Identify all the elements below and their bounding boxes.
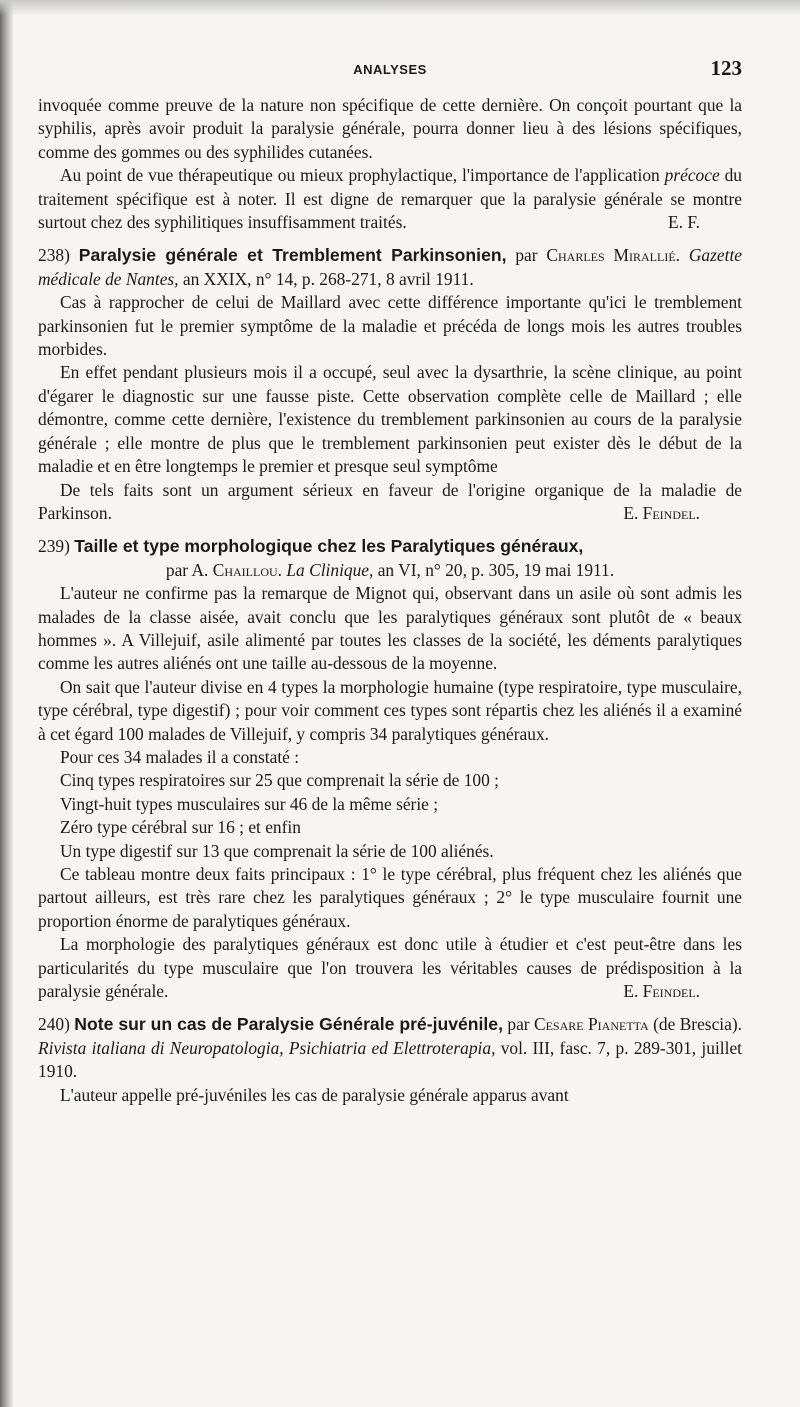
signature: E. Feindel. — [623, 981, 700, 1002]
entry-list-line: Cinq types respiratoires sur 25 que comprenait la série de 100 ; — [60, 770, 499, 791]
page-number: 123 — [710, 56, 742, 80]
entry-paragraph: L'auteur appelle pré-juvéniles les cas de paralysie générale apparus avant — [60, 1084, 569, 1105]
intro-paragraph-1: invoquée comme preuve de la nature non spécifique de cette dernière. On conçoit pourtant que la syphilis, après avoir produit la paralysie générale, pourra donner lieu à des lésions spécifiques, comme des gommes ou des syphilides cutanées. — [38, 95, 742, 162]
entry-heading — [38, 535, 742, 558]
entry-source-journal: Rivista italiana di Neuropatologia, Psichiatria ed Elettroterapia, — [38, 1037, 496, 1058]
entry-list-line: Vingt-huit types musculaires sur 46 de la même série ; — [60, 793, 439, 814]
entry-list-line: Un type digestif sur 13 que comprenait la série de 100 aliénés. — [60, 840, 494, 861]
entry-title: Note sur un cas de Paralysie Générale pré-juvénile, — [74, 1014, 503, 1035]
entry-paragraph: La morphologie des paralytiques généraux est donc utile à étudier et c'est peut-être dans les particularités du type musculaire que l'on trouvera les véritables causes de prédisposition à la paralysie générale. E. Feindel. — [38, 933, 742, 1003]
entry-paragraph: Pour ces 34 malades il a constaté : — [60, 746, 300, 767]
entry-title: Paralysie générale et Tremblement Parkinsonien, — [78, 245, 507, 266]
entry-title: Taille et type morphologique chez les Paralytiques généraux, — [74, 536, 584, 557]
entry-source-details: vol. III, fasc. 7, p. 289-301, juillet 1910. — [38, 1037, 742, 1082]
abstract-entry-240 — [38, 1013, 742, 1107]
entry-byline: par A. Chaillou. La Clinique, an VI, n° 20, p. 305, 19 mai 1911. — [165, 559, 615, 580]
entry-heading: 238) Paralysie générale et Tremblement Parkinsonien, par Charles Mirallié. Gazette médicale de Nantes, an XXIX, n° 14, p. 268-271, 8 avril 1911. — [38, 245, 742, 289]
page-header — [38, 56, 742, 86]
entry-source-details: an XXIX, n° 14, p. 268-271, 8 avril 1911. — [178, 268, 474, 289]
intro-paragraph-2: Au point de vue thérapeutique ou mieux prophylactique, l'importance de l'application précoce du traitement spécifique est à noter. Il est digne de remarquer que la paralysie générale se montre surtout chez des syphilitiques insuffisamment traités. E. F. — [38, 164, 742, 234]
entry-number: 238) — [38, 245, 70, 266]
abstract-entry-238 — [38, 244, 742, 525]
emphasis-precoce: précoce — [664, 165, 720, 186]
entry-paragraph: De tels faits sont un argument sérieux en faveur de l'origine organique de la maladie de Parkinson. E. Feindel. — [38, 479, 742, 526]
signature: E. F. — [668, 212, 700, 233]
entry-number: 240) — [38, 1014, 70, 1035]
entry-heading: 240) Note sur un cas de Paralysie Générale pré-juvénile, par Cesare Pianetta (de Brescia). Rivista italiana di Neuropatologia, Psichiatria ed Elettroterapia, vol. III, fasc. 7, p. 289-301, juillet 1910. — [38, 1014, 742, 1082]
entry-author: Chaillou. — [212, 559, 283, 580]
entry-paragraph: On sait que l'auteur divise en 4 types la morphologie humaine (type respiratoire, type musculaire, type cérébral, type digestif) ; pour voir comment ces types sont répartis chez les aliénés il a examiné à cet égard 100 malades de Villejuif, y compris 34 paralytiques généraux. — [38, 676, 742, 744]
entry-author: Cesare Pianetta — [533, 1014, 649, 1035]
top-edge-shadow — [0, 0, 800, 16]
entry-paragraph: Ce tableau montre deux faits principaux : 1° le type cérébral, plus fréquent chez les aliénés que partout ailleurs, est très rare chez les paralytiques généraux ; 2° le type musculaire fournit une proportion énorme de paralytiques généraux. — [38, 864, 742, 931]
entry-source-details: an VI, n° 20, p. 305, 19 mai 1911. — [373, 559, 615, 580]
entry-number: 239) — [38, 536, 70, 557]
running-head: ANALYSES — [353, 62, 427, 77]
entry-paragraph: En effet pendant plusieurs mois il a occupé, seul avec la dysarthrie, la scène clinique, au point d'égarer le diagnostic sur une fausse piste. Cette observation complète celle de Maillard ; elle démontre, comme cette dernière, l'existence du tremblement parkinsonien au cours de la paralysie générale ; elle montre de plus que le tremblement parkinsonien peut exister dès le début de la maladie et en être longtemps le premier et presque seul symptôme — [38, 362, 742, 477]
page-body — [38, 94, 742, 1107]
entry-list-line: Zéro type cérébral sur 16 ; et enfin — [60, 817, 301, 838]
entry-paragraph: Cas à rapprocher de celui de Maillard avec cette différence importante qu'ici le tremblement parkinsonien fut le premier symptôme de la maladie et précéda de longs mois les autres troubles morbides. — [38, 292, 742, 360]
signature: E. Feindel. — [623, 502, 700, 523]
entry-source-journal: La Clinique, — [286, 559, 374, 580]
binding-shadow — [0, 0, 14, 1407]
entry-author: Charles Mirallié. — [546, 245, 681, 266]
entry-source-journal: Gazette médicale de Nantes, — [38, 245, 742, 289]
entry-paragraph: L'auteur ne confirme pas la remarque de Mignot qui, observant dans un asile où sont admis les malades de la classe aisée, avait conclu que les paralytiques généraux sont plutôt de « beaux hommes ». A Villejuif, asile alimenté par toutes les classes de la société, les déments paralytiques comme les autres aliénés ont une taille au-dessous de la moyenne. — [38, 583, 742, 674]
abstract-entry-239 — [38, 535, 742, 1003]
